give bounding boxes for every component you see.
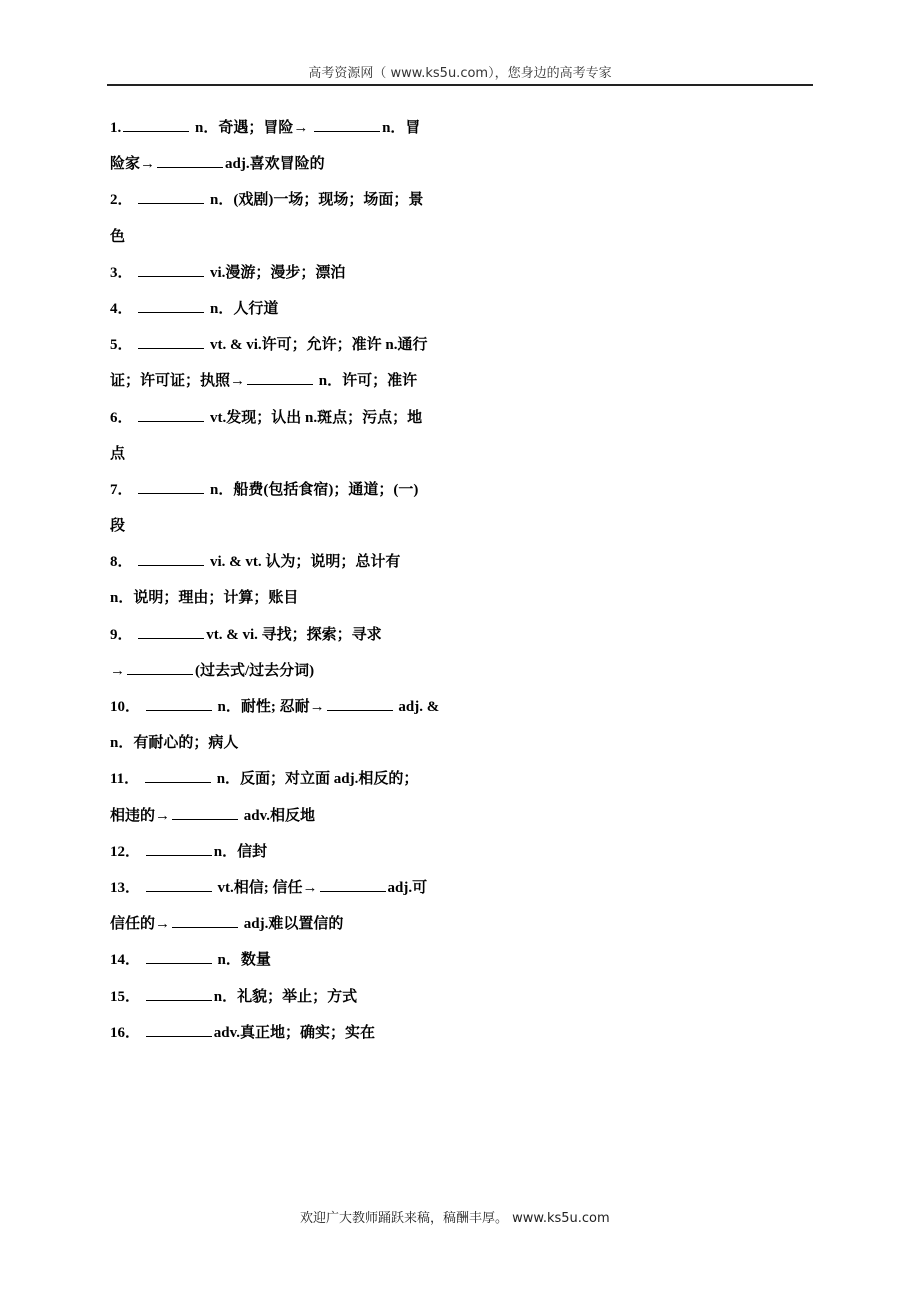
fill-in-blank[interactable]: [247, 370, 313, 385]
line-text: adj.难以置信的: [240, 916, 344, 933]
exercise-line: [110, 801, 450, 837]
fill-in-blank[interactable]: [138, 479, 204, 494]
line-text: 7．: [110, 481, 137, 498]
line-text: 16．: [110, 1024, 144, 1041]
line-text: 证；许可证；执照→: [110, 373, 246, 390]
line-text: n．许可；准许: [315, 373, 418, 390]
fill-in-blank[interactable]: [146, 877, 212, 892]
fill-in-blank[interactable]: [314, 117, 380, 132]
line-text: 4．: [110, 300, 137, 317]
line-text: n．信封: [213, 843, 268, 860]
vocabulary-exercise: [110, 113, 450, 1054]
exercise-line: [110, 764, 450, 800]
line-text: n．反面；对立面 adj.相反的；: [212, 771, 419, 788]
page-footer: 欢迎广大教师踊跃来稿，稿酬丰厚。 www.ks5u.com: [300, 1211, 610, 1226]
fill-in-blank[interactable]: [320, 877, 386, 892]
exercise-line: [110, 620, 450, 656]
exercise-line: [110, 692, 450, 728]
exercise-line: [110, 873, 450, 909]
line-text: 险家→: [110, 156, 156, 173]
line-text: 12．: [110, 843, 144, 860]
line-text: n．说明；理由；计算；账目: [110, 590, 299, 607]
exercise-line: [110, 475, 450, 511]
line-text: n．奇遇；冒险→: [191, 120, 313, 136]
exercise-line: [110, 982, 450, 1018]
exercise-line: [110, 222, 450, 258]
line-text: n．人行道: [206, 300, 279, 317]
exercise-line: [110, 1018, 450, 1054]
line-text: 6．: [110, 409, 137, 426]
fill-in-blank[interactable]: [138, 334, 204, 349]
line-text: adj.喜欢冒险的: [225, 156, 325, 173]
fill-in-blank[interactable]: [146, 841, 212, 856]
line-text: vt. & vi. 寻找；探索；寻求: [206, 626, 382, 643]
fill-in-blank[interactable]: [327, 696, 393, 711]
line-text: 11．: [110, 771, 143, 788]
line-text: 8．: [110, 554, 137, 571]
line-text: vt. & vi.许可；允许；准许 n.通行: [206, 337, 428, 354]
line-text: 15．: [110, 988, 144, 1005]
line-text: adv.真正地；确实；实在: [213, 1024, 376, 1041]
exercise-line: [110, 728, 450, 764]
fill-in-blank[interactable]: [172, 805, 238, 820]
fill-in-blank[interactable]: [123, 117, 189, 132]
line-text: 13．: [110, 879, 144, 896]
exercise-line: [110, 330, 450, 366]
line-text: vt.发现；认出 n.斑点；污点；地: [206, 409, 423, 426]
fill-in-blank[interactable]: [138, 551, 204, 566]
line-text: n．耐性; 忍耐→: [213, 699, 325, 715]
line-text: vi.漫游；漫步；漂泊: [206, 264, 346, 281]
fill-in-blank[interactable]: [146, 986, 212, 1001]
line-text: 点: [110, 445, 126, 462]
exercise-line: [110, 909, 450, 945]
exercise-line: [110, 258, 450, 294]
line-text: 段: [110, 518, 126, 535]
fill-in-blank[interactable]: [172, 913, 238, 928]
line-text: vt.相信; 信任→: [213, 879, 318, 896]
line-text: 1.: [110, 120, 122, 136]
line-text: vi. & vt. 认为；说明；总计有: [206, 554, 401, 571]
line-text: n．有耐心的；病人: [110, 735, 239, 752]
line-text: 3．: [110, 264, 137, 281]
fill-in-blank[interactable]: [146, 1022, 212, 1037]
line-text: adv.相反地: [240, 807, 316, 824]
line-text: 10．: [110, 699, 144, 715]
line-text: adj.可: [387, 879, 428, 896]
exercise-line: [110, 185, 450, 221]
exercise-line: [110, 547, 450, 583]
exercise-line: [110, 439, 450, 475]
line-text: →: [110, 662, 125, 679]
exercise-line: [110, 403, 450, 439]
exercise-line: [110, 113, 450, 149]
line-text: (过去式/过去分词): [195, 662, 315, 679]
page-header: 高考资源网（ www.ks5u.com），您身边的高考专家: [308, 66, 612, 81]
line-text: n．礼貌；举止；方式: [213, 988, 358, 1005]
line-text: 9．: [110, 626, 137, 643]
fill-in-blank[interactable]: [138, 298, 204, 313]
exercise-line: [110, 511, 450, 547]
fill-in-blank[interactable]: [138, 262, 204, 277]
exercise-line: [110, 149, 450, 185]
line-text: n．船费(包括食宿)；通道；(一): [206, 481, 419, 498]
exercise-line: [110, 294, 450, 330]
line-text: n．(戏剧)一场；现场；场面；景: [206, 192, 424, 209]
exercise-line: [110, 656, 450, 692]
line-text: 信任的→: [110, 916, 171, 933]
fill-in-blank[interactable]: [157, 153, 223, 168]
exercise-line: [110, 366, 450, 402]
fill-in-blank[interactable]: [138, 189, 204, 204]
line-text: 色: [110, 228, 126, 245]
line-text: n．数量: [213, 952, 271, 969]
exercise-line: [110, 583, 450, 619]
fill-in-blank[interactable]: [127, 660, 193, 675]
fill-in-blank[interactable]: [146, 949, 212, 964]
fill-in-blank[interactable]: [138, 624, 204, 639]
fill-in-blank[interactable]: [138, 407, 204, 422]
line-text: n．冒: [382, 120, 421, 136]
fill-in-blank[interactable]: [145, 768, 211, 783]
fill-in-blank[interactable]: [146, 696, 212, 711]
line-text: 相违的→: [110, 807, 171, 824]
line-text: 2．: [110, 192, 137, 209]
line-text: adj. &: [394, 699, 440, 715]
exercise-line: [110, 945, 450, 981]
line-text: 5．: [110, 337, 137, 354]
exercise-line: [110, 837, 450, 873]
line-text: 14．: [110, 952, 144, 969]
header-divider: [107, 84, 813, 86]
